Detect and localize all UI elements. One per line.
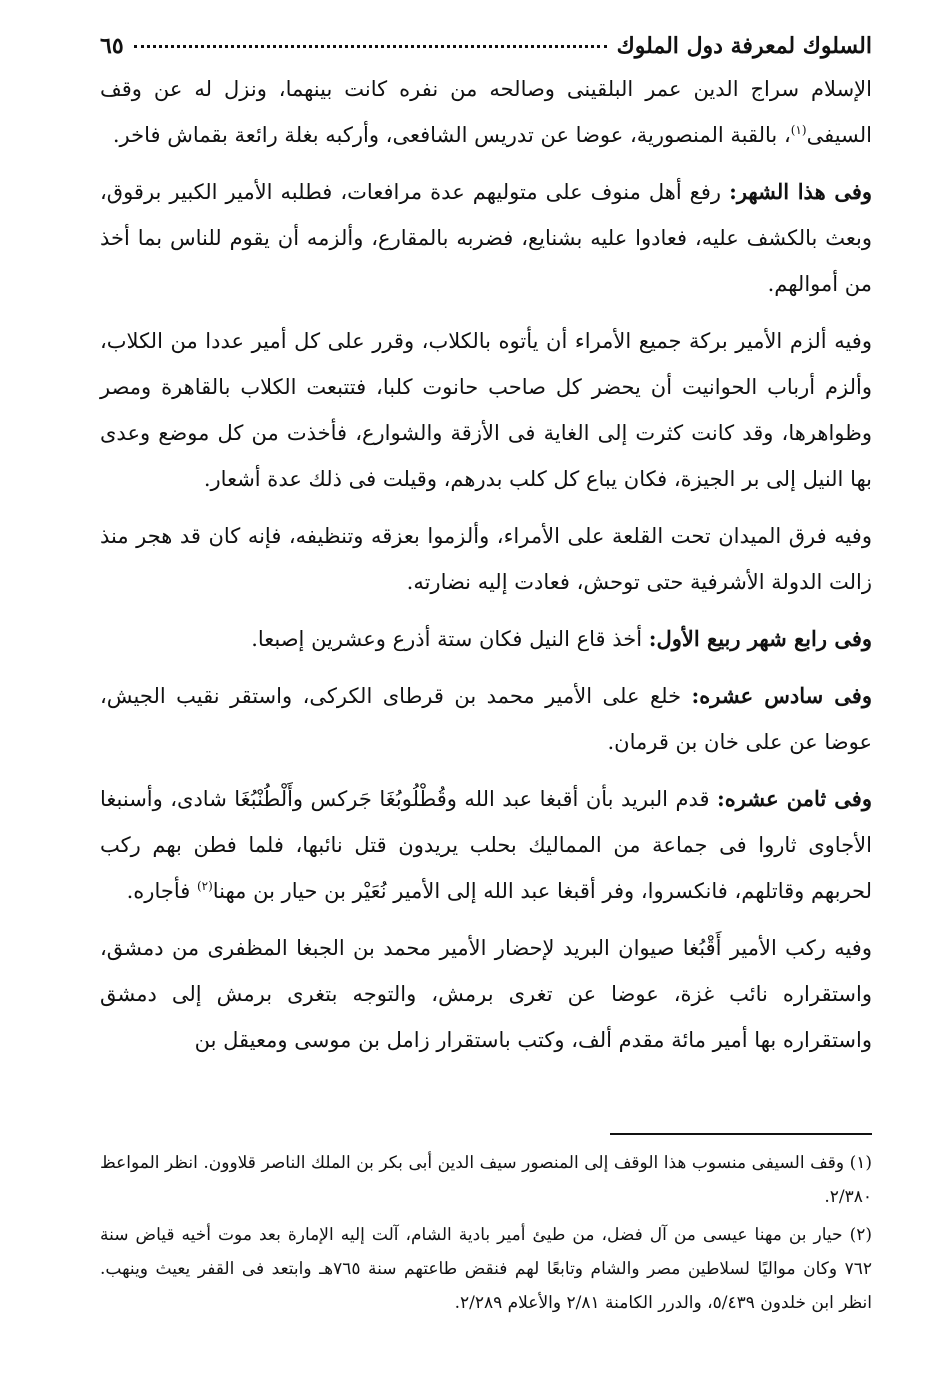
- footnote-divider: [610, 1133, 872, 1135]
- page-number: ٦٥: [100, 33, 124, 59]
- paragraph-text: خلع على الأمير محمد بن قرطاى الكركى، واستقر نقيب الجيش، عوضا عن على خان بن قرمان.: [100, 684, 872, 754]
- paragraph-lead: وفى ثامن عشره:: [717, 786, 872, 811]
- paragraph-text: أخذ قاع النيل فكان ستة أذرع وعشرين إصبعا.: [251, 627, 649, 651]
- paragraph-text: قدم البريد بأن أقبغا عبد الله وقُطْلُوبُغَا جَركس وأَلْطُنْبُغَا شادى، وأسنبغا الأجاوى ثاروا فى جماعة من المماليك بحلب يريدون قتل نائبها، فلما فطن بهم ركب لحربهم وقاتلهم، فانكسروا، وفر أقبغا عبد الله إلى الأمير نُعَيْر بن حيار بن مهنا: [100, 787, 872, 903]
- paragraph-lead: وفى سادس عشره:: [691, 683, 872, 708]
- footnote-ref: (١): [790, 123, 807, 137]
- footnote: (٢) حيار بن مهنا عيسى من آل فضل، من طيئ أمير بادية الشام، آلت إليه الإمارة بعد موت أخيه قياض سنة ٧٦٢ وكان مواليًا لسلاطين مصر والشام وتابعًا لهم فنقض طاعتهم سنة ٧٦٥هـ وابتعد فى القفر يعيث وينهب. انظر ابن خلدون ٥/٤٣٩، والدرر الكامنة ٢/٨١ والأعلام ٢/٢٨٩.: [100, 1225, 872, 1313]
- paragraph: [100, 513, 872, 605]
- paragraph: [100, 616, 872, 662]
- paragraph: [100, 66, 872, 158]
- paragraph-text: وفيه ركب الأمير أَقْبُغا صيوان البريد لإحضار الأمير محمد بن الجبغا المظفرى من دمشق، واستقراره نائب غزة، عوضا عن تغرى برمش، والتوجه بتغرى برمش إلى دمشق واستقراره بها أمير مائة مقدم ألف، وكتب باستقرار زامل بن موسى ومعيقل بن: [100, 936, 872, 1052]
- paragraph: [100, 925, 872, 1063]
- running-title: السلوك لمعرفة دول الملوك: [616, 33, 872, 59]
- main-text: [100, 66, 872, 1074]
- footnotes: [100, 1146, 872, 1324]
- paragraph-text: الإسلام سراج الدين عمر البلقينى وصالحه من نفره كانت بينهما، ونزل له عن وقف السيفى: [100, 77, 872, 147]
- paragraph-text-after: فأجاره.: [126, 879, 197, 903]
- paragraph-text: وفيه فرق الميدان تحت القلعة على الأمراء، وألزموا بعزقه وتنظيفه، فإنه كان قد هجر منذ زالت الدولة الأشرفية حتى توحش، فعادت إليه نضارته.: [100, 524, 872, 594]
- running-header: [100, 28, 872, 64]
- paragraph-text-after: ، بالقبة المنصورية، عوضا عن تدريس الشافعى، وأركبه بغلة رائعة بقماش فاخر.: [112, 123, 791, 147]
- paragraph: [100, 673, 872, 765]
- paragraph: [100, 776, 872, 914]
- paragraph-text: رفع أهل منوف على متوليهم عدة مرافعات، فطلبه الأمير الكبير برقوق، وبعث بالكشف عليه، فعادوا عليه بشنايع، فضربه بالمقارع، وألزمه أن يقوم للناس بما أخذ من أموالهم.: [100, 180, 872, 296]
- footnote-ref: (٢): [196, 879, 213, 893]
- footnote: (١) وقف السيفى منسوب هذا الوقف إلى المنصور سيف الدين أبى بكر بن الملك الناصر قلاوون. انظر المواعظ ٢/٣٨٠.: [100, 1153, 872, 1207]
- paragraph: [100, 318, 872, 502]
- leader-dots: [134, 45, 607, 48]
- paragraph-text: وفيه ألزم الأمير بركة جميع الأمراء أن يأتوه بالكلاب، وقرر على كل أمير عددا من الكلاب، وألزم أرباب الحوانيت أن يحضر كل صاحب حانوت كلبا، فتتبعت الكلاب بالقاهرة ومصر وظواهرها، وقد كانت كثرت إلى الغاية فى الأزقة والشوارع، فأخذت من كل موضع وعدى بها النيل إلى بر الجيزة، فكان يباع كل كلب بدرهم، وقيلت فى ذلك عدة أشعار.: [100, 329, 872, 491]
- paragraph-lead: وفى هذا الشهر:: [729, 179, 872, 204]
- paragraph-lead: وفى رابع شهر ربيع الأول:: [648, 626, 872, 651]
- paragraph: [100, 169, 872, 307]
